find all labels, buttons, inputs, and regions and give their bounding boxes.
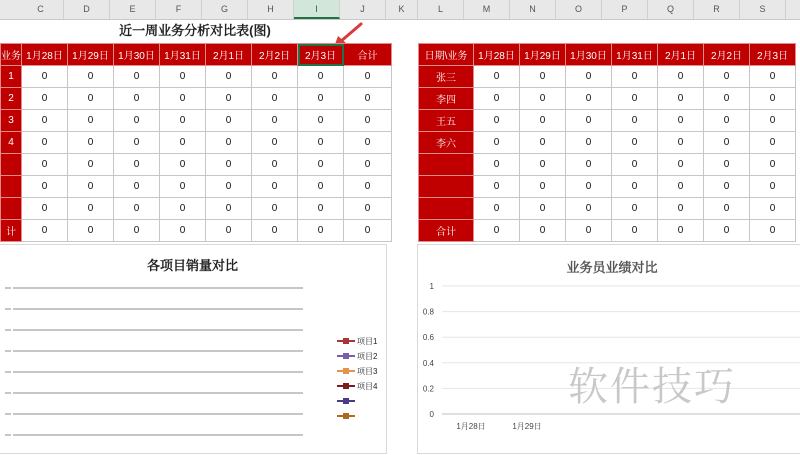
table-row — [1, 176, 392, 198]
chart-title: 业务员业绩对比 — [566, 260, 658, 275]
legend-marker — [343, 413, 349, 419]
data-cell[interactable]: 0 — [750, 198, 796, 220]
data-cell[interactable]: 0 — [68, 66, 114, 88]
data-cell[interactable]: 0 — [160, 154, 206, 176]
column-header-c[interactable]: C — [18, 0, 64, 19]
data-cell[interactable]: 0 — [704, 198, 750, 220]
data-cell[interactable]: 0 — [22, 66, 68, 88]
row-label-cell[interactable]: 合计 — [419, 220, 474, 242]
data-cell[interactable]: 0 — [474, 198, 520, 220]
data-cell[interactable]: 0 — [750, 132, 796, 154]
header-cell[interactable]: 1月29日 — [68, 44, 114, 66]
data-cell[interactable]: 0 — [114, 154, 160, 176]
data-cell[interactable]: 0 — [206, 132, 252, 154]
data-cell[interactable]: 0 — [114, 132, 160, 154]
row-label-cell[interactable]: 2 — [1, 88, 22, 110]
row-label-cell[interactable]: 1 — [1, 66, 22, 88]
data-cell[interactable]: 0 — [344, 220, 392, 242]
table-row — [1, 198, 392, 220]
data-cell[interactable]: 0 — [206, 66, 252, 88]
table-row — [1, 88, 392, 110]
data-cell[interactable]: 0 — [474, 176, 520, 198]
header-cell[interactable]: 日期\业务 — [419, 44, 474, 66]
column-header-e[interactable]: E — [110, 0, 156, 19]
data-cell[interactable]: 0 — [566, 176, 612, 198]
column-header-r[interactable]: R — [694, 0, 740, 19]
data-cell[interactable]: 0 — [474, 66, 520, 88]
column-header-bar — [0, 0, 800, 20]
data-cell[interactable]: 0 — [114, 220, 160, 242]
data-cell[interactable]: 0 — [206, 88, 252, 110]
header-cell[interactable]: 2月2日 — [252, 44, 298, 66]
column-header-d[interactable]: D — [64, 0, 110, 19]
table-title: 近一周业务分析对比表(图) — [119, 23, 271, 38]
staff-performance-chart[interactable] — [417, 244, 800, 454]
data-cell[interactable]: 0 — [704, 66, 750, 88]
data-cell[interactable]: 0 — [474, 110, 520, 132]
data-cell[interactable]: 0 — [114, 110, 160, 132]
data-cell[interactable]: 0 — [474, 132, 520, 154]
header-cell[interactable]: 2月2日 — [704, 44, 750, 66]
data-cell[interactable]: 0 — [566, 88, 612, 110]
data-cell[interactable]: 0 — [704, 132, 750, 154]
data-cell[interactable]: 0 — [160, 198, 206, 220]
data-cell[interactable]: 0 — [160, 110, 206, 132]
column-header-o[interactable]: O — [556, 0, 602, 19]
data-cell[interactable]: 0 — [298, 66, 344, 88]
table-row — [419, 132, 796, 154]
table-row — [419, 220, 796, 242]
data-cell[interactable]: 0 — [658, 132, 704, 154]
legend-entry[interactable] — [337, 382, 378, 391]
data-cell[interactable]: 0 — [298, 176, 344, 198]
data-cell[interactable]: 0 — [22, 176, 68, 198]
data-cell[interactable]: 0 — [520, 176, 566, 198]
legend-entry[interactable] — [337, 337, 378, 346]
table-row — [1, 132, 392, 154]
data-cell[interactable]: 0 — [114, 66, 160, 88]
legend-label: 项目2 — [357, 352, 378, 361]
data-cell[interactable]: 0 — [252, 110, 298, 132]
row-label-cell[interactable] — [419, 154, 474, 176]
table-header-row — [1, 44, 392, 66]
data-cell[interactable]: 0 — [298, 220, 344, 242]
chart-title: 各项目销量对比 — [146, 258, 238, 273]
table-row — [419, 176, 796, 198]
data-cell[interactable]: 0 — [160, 220, 206, 242]
data-cell[interactable]: 0 — [520, 220, 566, 242]
data-cell[interactable]: 0 — [704, 88, 750, 110]
data-cell[interactable]: 0 — [344, 88, 392, 110]
legend-entry[interactable] — [337, 398, 355, 404]
data-cell[interactable]: 0 — [206, 220, 252, 242]
data-cell[interactable]: 0 — [252, 154, 298, 176]
legend-entry[interactable] — [337, 352, 378, 361]
y-tick-label: 0.2 — [422, 384, 434, 394]
data-cell[interactable]: 0 — [68, 220, 114, 242]
legend-entry[interactable] — [337, 367, 378, 376]
data-cell[interactable]: 0 — [252, 176, 298, 198]
data-cell[interactable]: 0 — [566, 154, 612, 176]
y-tick-label: 1 — [429, 282, 434, 291]
data-cell[interactable]: 0 — [114, 198, 160, 220]
row-label-cell[interactable] — [1, 198, 22, 220]
data-cell[interactable]: 0 — [566, 66, 612, 88]
data-cell[interactable]: 0 — [160, 66, 206, 88]
data-cell[interactable]: 0 — [474, 154, 520, 176]
data-cell[interactable]: 0 — [68, 176, 114, 198]
data-cell[interactable]: 0 — [750, 154, 796, 176]
data-cell[interactable]: 0 — [22, 220, 68, 242]
data-cell[interactable]: 0 — [612, 154, 658, 176]
data-cell[interactable]: 0 — [344, 154, 392, 176]
table-row — [1, 154, 392, 176]
data-cell[interactable]: 0 — [298, 88, 344, 110]
chart-plot-area — [0, 245, 388, 455]
data-cell[interactable]: 0 — [750, 88, 796, 110]
legend-marker — [343, 353, 349, 359]
data-cell[interactable]: 0 — [206, 110, 252, 132]
data-cell[interactable]: 0 — [160, 176, 206, 198]
table-row — [1, 220, 392, 242]
column-header-g[interactable]: G — [202, 0, 248, 19]
data-cell[interactable]: 0 — [520, 198, 566, 220]
data-cell[interactable]: 0 — [704, 176, 750, 198]
header-cell[interactable]: 2月1日 — [658, 44, 704, 66]
data-cell[interactable]: 0 — [474, 220, 520, 242]
table-row — [419, 88, 796, 110]
data-cell[interactable]: 0 — [520, 110, 566, 132]
data-cell[interactable]: 0 — [612, 110, 658, 132]
row-label-cell[interactable]: 计 — [1, 220, 22, 242]
data-cell[interactable]: 0 — [252, 220, 298, 242]
data-cell[interactable]: 0 — [612, 88, 658, 110]
column-header-s[interactable]: S — [740, 0, 786, 19]
data-cell[interactable]: 0 — [68, 110, 114, 132]
row-label-cell[interactable] — [1, 176, 22, 198]
data-cell[interactable]: 0 — [658, 66, 704, 88]
column-header-j[interactable]: J — [340, 0, 386, 19]
legend-marker — [343, 383, 349, 389]
legend-marker — [343, 338, 349, 344]
data-cell[interactable]: 0 — [750, 176, 796, 198]
data-cell[interactable]: 0 — [750, 110, 796, 132]
data-cell[interactable]: 0 — [344, 110, 392, 132]
column-header-l[interactable]: L — [418, 0, 464, 19]
header-cell[interactable]: 1月28日 — [22, 44, 68, 66]
header-cell[interactable]: 2月3日 — [750, 44, 796, 66]
table-row — [1, 110, 392, 132]
data-cell[interactable]: 0 — [612, 132, 658, 154]
row-label-cell[interactable] — [419, 176, 474, 198]
data-cell[interactable]: 0 — [344, 198, 392, 220]
data-cell[interactable]: 0 — [566, 132, 612, 154]
legend-marker — [343, 368, 349, 374]
legend-marker — [343, 398, 349, 404]
data-cell[interactable]: 0 — [298, 198, 344, 220]
header-cell[interactable]: 业务 — [1, 44, 22, 66]
y-tick-label: 0.4 — [422, 358, 434, 368]
header-cell[interactable]: 1月30日 — [114, 44, 160, 66]
data-cell[interactable]: 0 — [658, 154, 704, 176]
legend-label: 项目4 — [357, 382, 378, 391]
data-cell[interactable]: 0 — [22, 110, 68, 132]
header-cell[interactable]: 1月31日 — [160, 44, 206, 66]
data-cell[interactable]: 0 — [474, 88, 520, 110]
data-cell[interactable]: 0 — [612, 66, 658, 88]
data-cell[interactable]: 0 — [344, 66, 392, 88]
data-cell[interactable]: 0 — [206, 154, 252, 176]
project-sales-chart[interactable] — [0, 244, 387, 454]
data-cell[interactable]: 0 — [114, 88, 160, 110]
column-header-n[interactable]: N — [510, 0, 556, 19]
header-cell[interactable]: 2月1日 — [206, 44, 252, 66]
data-cell[interactable]: 0 — [22, 154, 68, 176]
column-header-p[interactable]: P — [602, 0, 648, 19]
data-cell[interactable]: 0 — [750, 66, 796, 88]
data-cell[interactable]: 0 — [658, 198, 704, 220]
data-cell[interactable]: 0 — [612, 220, 658, 242]
data-cell[interactable]: 0 — [114, 176, 160, 198]
data-cell[interactable]: 0 — [68, 154, 114, 176]
data-cell[interactable]: 0 — [344, 132, 392, 154]
data-cell[interactable]: 0 — [252, 88, 298, 110]
column-header-q[interactable]: Q — [648, 0, 694, 19]
row-label-cell[interactable]: 王五 — [419, 110, 474, 132]
data-cell[interactable]: 0 — [566, 220, 612, 242]
data-cell[interactable]: 0 — [68, 132, 114, 154]
data-cell[interactable]: 0 — [612, 176, 658, 198]
row-label-cell[interactable]: 李六 — [419, 132, 474, 154]
data-cell[interactable]: 0 — [298, 132, 344, 154]
x-tick-label: 1月28日 — [456, 422, 486, 431]
column-header-i[interactable]: I — [294, 0, 340, 19]
data-cell[interactable]: 0 — [344, 176, 392, 198]
column-header-f[interactable]: F — [156, 0, 202, 19]
data-cell[interactable]: 0 — [68, 198, 114, 220]
data-cell[interactable]: 0 — [658, 88, 704, 110]
data-cell[interactable]: 0 — [704, 110, 750, 132]
header-cell[interactable]: 合计 — [344, 44, 392, 66]
data-cell[interactable]: 0 — [252, 66, 298, 88]
data-cell[interactable]: 0 — [206, 176, 252, 198]
data-cell[interactable]: 0 — [22, 132, 68, 154]
data-cell[interactable]: 0 — [160, 132, 206, 154]
row-label-cell[interactable]: 3 — [1, 110, 22, 132]
data-cell[interactable]: 0 — [298, 154, 344, 176]
row-label-cell[interactable]: 4 — [1, 132, 22, 154]
header-cell[interactable]: 1月30日 — [566, 44, 612, 66]
data-cell[interactable]: 0 — [252, 198, 298, 220]
table-row — [419, 198, 796, 220]
data-cell[interactable]: 0 — [520, 66, 566, 88]
data-cell[interactable]: 0 — [704, 154, 750, 176]
left-data-table — [0, 43, 392, 242]
table-row — [419, 66, 796, 88]
data-cell[interactable]: 0 — [704, 220, 750, 242]
header-cell[interactable]: 1月31日 — [612, 44, 658, 66]
legend-label: 项目3 — [357, 367, 378, 376]
x-tick-label: 1月29日 — [512, 422, 542, 431]
header-cell[interactable]: 1月28日 — [474, 44, 520, 66]
chart-plot-area — [418, 245, 800, 455]
row-label-cell[interactable]: 李四 — [419, 88, 474, 110]
data-cell[interactable]: 0 — [160, 88, 206, 110]
data-cell[interactable]: 0 — [22, 88, 68, 110]
row-label-cell[interactable] — [419, 198, 474, 220]
data-cell[interactable]: 0 — [520, 132, 566, 154]
table-header-row — [419, 44, 796, 66]
table-row — [1, 66, 392, 88]
data-cell[interactable]: 0 — [566, 110, 612, 132]
y-tick-label: 0.8 — [422, 307, 434, 317]
data-cell[interactable]: 0 — [206, 198, 252, 220]
right-data-table — [418, 43, 796, 242]
data-cell[interactable]: 0 — [658, 110, 704, 132]
data-cell[interactable]: 0 — [566, 198, 612, 220]
y-tick-label: 0 — [429, 410, 434, 419]
header-cell[interactable]: 1月29日 — [520, 44, 566, 66]
column-header-k[interactable]: K — [386, 0, 418, 19]
data-cell[interactable]: 0 — [298, 110, 344, 132]
data-cell[interactable]: 0 — [658, 220, 704, 242]
row-label-cell[interactable]: 张三 — [419, 66, 474, 88]
data-cell[interactable]: 0 — [750, 220, 796, 242]
data-cell[interactable]: 0 — [22, 198, 68, 220]
data-cell[interactable]: 0 — [68, 88, 114, 110]
data-cell[interactable]: 0 — [252, 132, 298, 154]
legend-label: 项目1 — [357, 337, 378, 346]
data-cell[interactable]: 0 — [520, 154, 566, 176]
row-label-cell[interactable] — [1, 154, 22, 176]
data-cell[interactable]: 0 — [658, 176, 704, 198]
data-cell[interactable]: 0 — [612, 198, 658, 220]
header-cell[interactable]: 2月3日 — [298, 44, 344, 66]
legend-entry[interactable] — [337, 413, 355, 419]
y-tick-label: 0.6 — [422, 333, 434, 343]
data-cell[interactable]: 0 — [520, 88, 566, 110]
table-row — [419, 154, 796, 176]
table-row — [419, 110, 796, 132]
column-header-m[interactable]: M — [464, 0, 510, 19]
column-header-h[interactable]: H — [248, 0, 294, 19]
watermark-text: 软件技巧 — [568, 364, 736, 410]
